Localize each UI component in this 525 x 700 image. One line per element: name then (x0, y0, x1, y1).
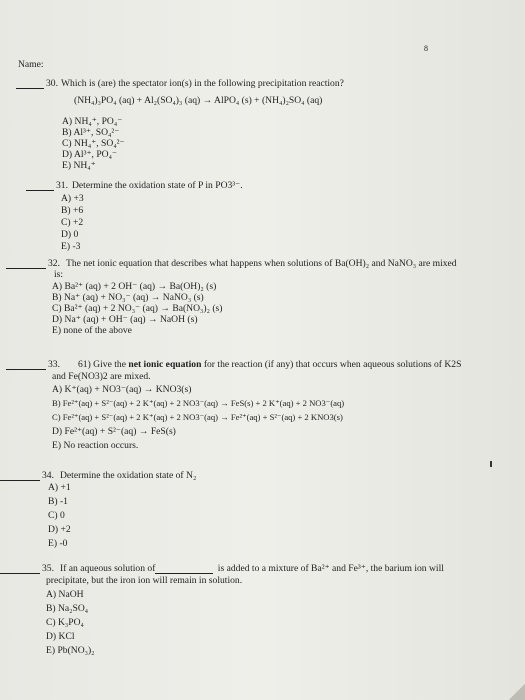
q35-option-d: D) KCl (46, 631, 75, 642)
q35-option-c: C) K₃PO₄ (46, 617, 84, 628)
q33-option-e: E) No reaction occurs. (52, 440, 139, 451)
q32-number: 32. (48, 258, 60, 269)
q33-question-cont: and Fe(NO3)2 are mixed. (52, 371, 151, 382)
q34-number-line (0, 470, 54, 481)
q35-fill-blank[interactable] (155, 564, 213, 574)
q33-question: for the reaction (if any) that occurs when aqueous solutions of K2S (203, 359, 462, 370)
q32-number-line (6, 258, 60, 269)
q33-bold-term: net ionic equation (128, 359, 202, 370)
q34-option-c: C) 0 (48, 510, 65, 521)
q32-question-cont: is: (54, 269, 64, 280)
q33-option-a: A) K⁺(aq) + NO3⁻(aq) → KNO3(s) (52, 384, 192, 395)
answer-blank[interactable] (16, 79, 44, 89)
page-corner-curl (509, 684, 525, 700)
q31-option-c: C) +2 (61, 217, 84, 228)
q32-option-c: C) Ba²⁺ (aq) + 2 NO₃⁻ (aq) → Ba(NO₃)₂ (s) (52, 303, 223, 314)
q33-prefix: 61) Give the (78, 359, 126, 370)
q35-number: 35. (42, 563, 54, 574)
q34-option-d: D) +2 (48, 524, 71, 535)
answer-blank[interactable] (6, 259, 46, 269)
q31-option-b: B) +6 (61, 205, 84, 216)
q30-option-d: D) Al³⁺, PO₄⁻ (62, 149, 117, 160)
q33-option-d: D) Fe²⁺(aq) + S²⁻(aq) → FeS(s) (52, 426, 176, 437)
q31-option-e: E) -3 (61, 241, 81, 252)
q34-question: Determine the oxidation state of N₂ (60, 470, 197, 481)
page-number: 8 (424, 44, 428, 53)
name-label: Name: (18, 59, 44, 70)
q35-option-a: A) NaOH (46, 589, 84, 600)
q33-number-line (6, 359, 60, 370)
q31-question: Determine the oxidation state of P in PO3³⁻. (72, 180, 243, 191)
q30-option-a: A) NH₄⁺, PO₄⁻ (62, 116, 123, 127)
q31-option-a: A) +3 (61, 193, 84, 204)
q33-option-b: B) Fe²⁺(aq) + S²⁻(aq) + 2 K⁺(aq) + 2 NO3⁻(aq) → FeS(s) + 2 K⁺(aq) + 2 NO3⁻(aq) (52, 398, 345, 408)
q31-number: 31. (56, 180, 68, 191)
q35-question-cont: precipitate, but the iron ion will remain in solution. (46, 575, 243, 586)
q31-number-line (26, 180, 68, 191)
answer-blank[interactable] (26, 181, 54, 191)
q35-question-b: is added to a mixture of Ba²⁺ and Fe³⁺, the barium ion will (217, 563, 444, 574)
q32-option-a: A) Ba²⁺ (aq) + 2 OH⁻ (aq) → Ba(OH)₂ (s) (52, 281, 217, 292)
q35-option-e: E) Pb(NO₃)₂ (46, 645, 95, 656)
answer-blank[interactable] (6, 360, 46, 370)
answer-blank[interactable] (0, 471, 40, 481)
q35-question-a: If an aqueous solution of (60, 563, 156, 574)
q30-option-b: B) Al³⁺, SO₄²⁻ (62, 127, 120, 138)
page-mark (490, 461, 492, 467)
q31-option-d: D) 0 (61, 229, 79, 240)
q35-question-line (60, 563, 444, 574)
q34-option-a: A) +1 (48, 482, 71, 493)
q34-number: 34. (42, 470, 54, 481)
q33-option-c: C) Fe²⁺(aq) + S²⁻(aq) + 2 K⁺(aq) + 2 NO3⁻(aq) → Fe²⁺(aq) + S²⁻(aq) + 2 KNO3(s) (52, 412, 343, 422)
q32-question: The net ionic equation that describes what happens when solutions of Ba(OH)₂ and NaNO₃ are mixed (66, 258, 457, 269)
q30-option-c: C) NH₄⁺, SO₄²⁻ (62, 138, 125, 149)
q32-option-d: D) Na⁺ (aq) + OH⁻ (aq) → NaOH (s) (52, 314, 198, 325)
q32-option-e: E) none of the above (52, 325, 132, 336)
q30-equation: (NH₄)₃PO₄ (aq) + Al₂(SO₄)₃ (aq) → AlPO₄ (s) + (NH₄)₂SO₄ (aq) (74, 95, 323, 106)
q32-option-b: B) Na⁺ (aq) + NO₃⁻ (aq) → NaNO₃ (s) (52, 292, 204, 303)
q34-option-e: E) -0 (48, 538, 68, 549)
q30-option-e: E) NH₄⁺ (62, 160, 96, 171)
q33-number: 33. (48, 359, 60, 370)
q34-option-b: B) -1 (48, 496, 68, 507)
answer-blank[interactable] (0, 564, 40, 574)
q30-number: 30. (46, 78, 58, 89)
q30-question: Which is (are) the spectator ion(s) in the following precipitation reaction? (61, 78, 344, 89)
q30-number-line (16, 78, 58, 89)
q35-option-b: B) Na₂SO₄ (46, 603, 89, 614)
q33-question-line (78, 359, 461, 370)
q35-number-line (0, 563, 54, 574)
